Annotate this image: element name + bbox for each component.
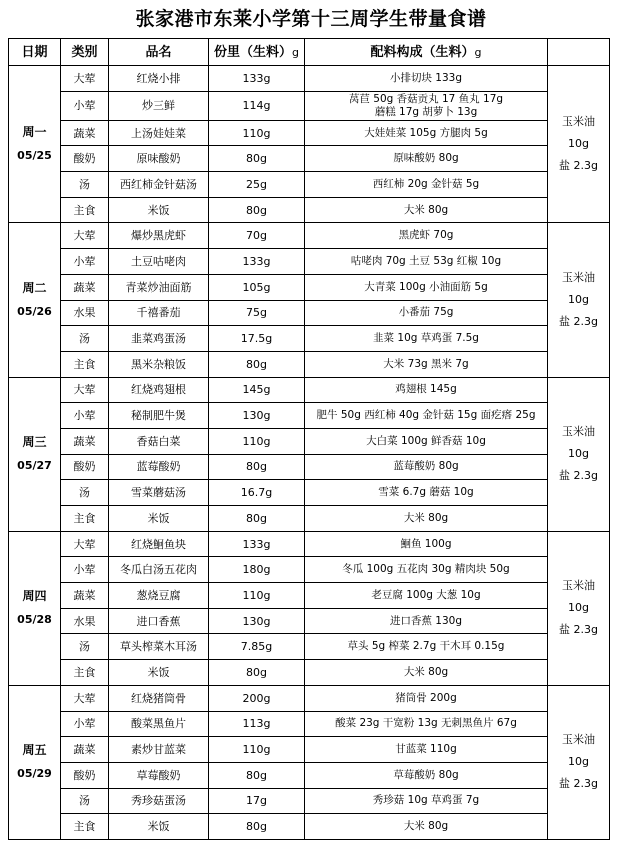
table-row (9, 583, 610, 609)
table-row (9, 172, 610, 198)
ingredients-cell (305, 91, 548, 120)
ingredients-cell: 蓝莓酸奶 80g (305, 454, 548, 480)
day-cell (9, 685, 61, 839)
category-cell: 主食 (61, 197, 109, 223)
category-cell: 汤 (61, 172, 109, 198)
dish-cell: 米饭 (109, 197, 209, 223)
ingredients-cell: 鮰鱼 100g (305, 531, 548, 557)
category-cell: 蔬菜 (61, 428, 109, 454)
ingredients-cell: 大娃娃菜 105g 方腿肉 5g (305, 120, 548, 146)
table-row (9, 788, 610, 814)
ingredients-cell: 肥牛 50g 西红柿 40g 金针菇 15g 面疙瘩 25g (305, 403, 548, 429)
category-cell: 小荤 (61, 403, 109, 429)
ingredients-cell: 草头 5g 榨菜 2.7g 干木耳 0.15g (305, 634, 548, 660)
ingredients-cell: 进口香蕉 130g (305, 608, 548, 634)
category-cell: 小荤 (61, 249, 109, 275)
portion-cell: 80g (209, 351, 305, 377)
category-cell: 主食 (61, 506, 109, 532)
ingredients-cell: 大米 80g (305, 660, 548, 686)
dish-cell: 秘制肥牛煲 (109, 403, 209, 429)
category-cell: 酸奶 (61, 146, 109, 172)
header-date: 日期 (9, 39, 61, 66)
portion-cell: 133g (209, 249, 305, 275)
dish-cell: 千禧番茄 (109, 300, 209, 326)
portion-cell: 17.5g (209, 326, 305, 352)
ingredients-cell: 大米 80g (305, 197, 548, 223)
table-row (9, 120, 610, 146)
oil-salt-cell (548, 531, 610, 685)
table-row (9, 737, 610, 763)
ingredients-cell: 甘蓝菜 110g (305, 737, 548, 763)
category-cell: 大荤 (61, 685, 109, 711)
dish-cell: 红烧鮰鱼块 (109, 531, 209, 557)
header-portion-unit: g (292, 45, 299, 59)
day-cell (9, 377, 61, 531)
dish-cell: 原味酸奶 (109, 146, 209, 172)
category-cell: 蔬菜 (61, 737, 109, 763)
dish-cell: 草莓酸奶 (109, 762, 209, 788)
category-cell: 小荤 (61, 91, 109, 120)
portion-cell: 80g (209, 146, 305, 172)
table-row (9, 223, 610, 249)
dish-cell: 秀珍菇蛋汤 (109, 788, 209, 814)
category-cell: 蔬菜 (61, 583, 109, 609)
table-row (9, 377, 610, 403)
portion-cell: 133g (209, 66, 305, 92)
portion-cell: 80g (209, 660, 305, 686)
dish-cell: 进口香蕉 (109, 608, 209, 634)
header-ingredients (305, 39, 548, 66)
portion-cell: 200g (209, 685, 305, 711)
ingredients-cell: 咕咾肉 70g 土豆 53g 红椒 10g (305, 249, 548, 275)
dish-cell: 红烧鸡翅根 (109, 377, 209, 403)
salt-amount: 盐 2.3g (559, 623, 598, 637)
dish-cell: 上汤娃娃菜 (109, 120, 209, 146)
table-row (9, 506, 610, 532)
dish-cell: 冬瓜白汤五花肉 (109, 557, 209, 583)
dish-cell: 雪菜蘑菇汤 (109, 480, 209, 506)
portion-cell: 145g (209, 377, 305, 403)
portion-cell: 25g (209, 172, 305, 198)
oil-salt-cell (548, 223, 610, 377)
ingredients-cell: 猪筒骨 200g (305, 685, 548, 711)
table-row (9, 480, 610, 506)
dish-cell: 米饭 (109, 660, 209, 686)
day-cell (9, 66, 61, 223)
dish-cell: 蓝莓酸奶 (109, 454, 209, 480)
table-row (9, 403, 610, 429)
portion-cell: 105g (209, 274, 305, 300)
portion-cell: 130g (209, 608, 305, 634)
portion-cell: 114g (209, 91, 305, 120)
dish-cell: 素炒甘蓝菜 (109, 737, 209, 763)
category-cell: 主食 (61, 660, 109, 686)
ingredients-cell: 小排切块 133g (305, 66, 548, 92)
category-cell: 蔬菜 (61, 120, 109, 146)
table-row (9, 66, 610, 92)
header-oil (548, 39, 610, 66)
dish-cell: 土豆咕咾肉 (109, 249, 209, 275)
header-portion (209, 39, 305, 66)
ingredients-cell: 黑虎虾 70g (305, 223, 548, 249)
table-row (9, 249, 610, 275)
dish-cell: 西红柿金针菇汤 (109, 172, 209, 198)
dish-cell: 红烧小排 (109, 66, 209, 92)
table-row (9, 711, 610, 737)
table-row (9, 557, 610, 583)
salt-amount: 盐 2.3g (559, 315, 598, 328)
table-row (9, 274, 610, 300)
ingredients-cell: 秀珍菇 10g 草鸡蛋 7g (305, 788, 548, 814)
day-date: 05/25 (17, 149, 52, 163)
category-cell: 小荤 (61, 557, 109, 583)
table-row (9, 326, 610, 352)
dish-cell: 米饭 (109, 506, 209, 532)
day-date: 05/27 (17, 459, 52, 473)
portion-cell: 110g (209, 583, 305, 609)
portion-cell: 110g (209, 120, 305, 146)
header-ingredients-label: 配料构成（生料） (370, 44, 475, 60)
portion-cell: 110g (209, 737, 305, 763)
oil-amount: 玉米油 10g (562, 425, 595, 461)
day-name: 周五 (22, 743, 47, 758)
oil-salt-cell (548, 377, 610, 531)
dish-cell: 炒三鲜 (109, 91, 209, 120)
table-row (9, 531, 610, 557)
category-cell: 大荤 (61, 223, 109, 249)
menu-body (9, 66, 610, 840)
portion-cell: 7.85g (209, 634, 305, 660)
salt-amount: 盐 2.3g (559, 159, 598, 173)
oil-amount: 玉米油 10g (562, 579, 595, 615)
day-name: 周三 (22, 435, 47, 450)
ingredients-cell: 韭菜 10g 草鸡蛋 7.5g (305, 326, 548, 352)
dish-cell: 葱烧豆腐 (109, 583, 209, 609)
ingredients-cell: 大白菜 100g 鲜香菇 10g (305, 428, 548, 454)
dish-cell: 韭菜鸡蛋汤 (109, 326, 209, 352)
portion-cell: 16.7g (209, 480, 305, 506)
header-row (9, 39, 610, 66)
portion-cell: 110g (209, 428, 305, 454)
category-cell: 主食 (61, 351, 109, 377)
table-row (9, 428, 610, 454)
category-cell: 水果 (61, 608, 109, 634)
ingredients-cell: 小番茄 75g (305, 300, 548, 326)
header-dish: 品名 (109, 39, 209, 66)
ingredients-cell: 冬瓜 100g 五花肉 30g 精肉块 50g (305, 557, 548, 583)
dish-cell: 香菇白菜 (109, 428, 209, 454)
ingredients-cell: 原味酸奶 80g (305, 146, 548, 172)
portion-cell: 130g (209, 403, 305, 429)
category-cell: 主食 (61, 814, 109, 840)
ingredients-cell: 大米 80g (305, 814, 548, 840)
table-row (9, 197, 610, 223)
dish-cell: 青菜炒油面筋 (109, 274, 209, 300)
header-category: 类别 (61, 39, 109, 66)
salt-amount: 盐 2.3g (559, 469, 598, 483)
oil-amount: 玉米油 10g (562, 271, 595, 306)
table-row (9, 762, 610, 788)
table-row (9, 660, 610, 686)
ingredients-cell: 草莓酸奶 80g (305, 762, 548, 788)
header-ingredients-unit: g (474, 45, 482, 59)
dish-cell: 红烧猪筒骨 (109, 685, 209, 711)
table-row (9, 300, 610, 326)
category-cell: 蔬菜 (61, 274, 109, 300)
category-cell: 大荤 (61, 531, 109, 557)
table-row (9, 146, 610, 172)
table-row (9, 814, 610, 840)
day-date: 05/29 (17, 767, 52, 781)
portion-cell: 113g (209, 711, 305, 737)
ingredients-cell: 鸡翅根 145g (305, 377, 548, 403)
day-name: 周一 (22, 125, 47, 140)
day-cell (9, 531, 61, 685)
portion-cell: 80g (209, 762, 305, 788)
category-cell: 大荤 (61, 66, 109, 92)
portion-cell: 180g (209, 557, 305, 583)
day-date: 05/28 (17, 613, 52, 627)
ingredients-cell: 大青菜 100g 小油面筋 5g (305, 274, 548, 300)
menu-table (8, 38, 610, 840)
category-cell: 水果 (61, 300, 109, 326)
category-cell: 酸奶 (61, 454, 109, 480)
portion-cell: 80g (209, 506, 305, 532)
portion-cell: 17g (209, 788, 305, 814)
portion-cell: 80g (209, 197, 305, 223)
ingredients-cell: 大米 80g (305, 506, 548, 532)
category-cell: 大荤 (61, 377, 109, 403)
category-cell: 汤 (61, 326, 109, 352)
dish-cell: 草头榨菜木耳汤 (109, 634, 209, 660)
oil-amount: 玉米油 10g (562, 733, 595, 769)
day-name: 周四 (22, 589, 47, 604)
table-row (9, 351, 610, 377)
dish-cell: 爆炒黑虎虾 (109, 223, 209, 249)
category-cell: 酸奶 (61, 762, 109, 788)
salt-amount: 盐 2.3g (559, 777, 598, 791)
dish-cell: 黑米杂粮饭 (109, 351, 209, 377)
category-cell: 汤 (61, 480, 109, 506)
oil-amount: 玉米油 10g (562, 115, 595, 151)
portion-cell: 70g (209, 223, 305, 249)
table-row (9, 608, 610, 634)
portion-cell: 80g (209, 814, 305, 840)
portion-cell: 75g (209, 300, 305, 326)
ingredients-cell: 大米 73g 黑米 7g (305, 351, 548, 377)
ingredients-line: 莴苣 50g 香菇贡丸 17 鱼丸 17g (348, 92, 504, 105)
oil-salt-cell (548, 685, 610, 839)
table-row (9, 685, 610, 711)
portion-cell: 80g (209, 454, 305, 480)
header-portion-label: 份里（生料） (214, 44, 293, 60)
dish-cell: 酸菜黑鱼片 (109, 711, 209, 737)
table-row (9, 454, 610, 480)
ingredients-cell: 雪菜 6.7g 蘑菇 10g (305, 480, 548, 506)
table-row (9, 91, 610, 120)
day-name: 周二 (22, 281, 47, 295)
table-row (9, 634, 610, 660)
ingredients-cell: 酸菜 23g 干宽粉 13g 无刺黑鱼片 67g (305, 711, 548, 737)
ingredients-line: 蘑糕 17g 胡萝卜 13g (374, 105, 478, 118)
page-title: 张家港市东莱小学第十三周学生带量食谱 (135, 8, 487, 30)
category-cell: 小荤 (61, 711, 109, 737)
oil-salt-cell (548, 66, 610, 223)
day-date: 05/26 (17, 305, 52, 318)
category-cell: 汤 (61, 788, 109, 814)
portion-cell: 133g (209, 531, 305, 557)
ingredients-cell: 老豆腐 100g 大葱 10g (305, 583, 548, 609)
day-cell (9, 223, 61, 377)
category-cell: 汤 (61, 634, 109, 660)
dish-cell: 米饭 (109, 814, 209, 840)
ingredients-cell: 西红柿 20g 金针菇 5g (305, 172, 548, 198)
